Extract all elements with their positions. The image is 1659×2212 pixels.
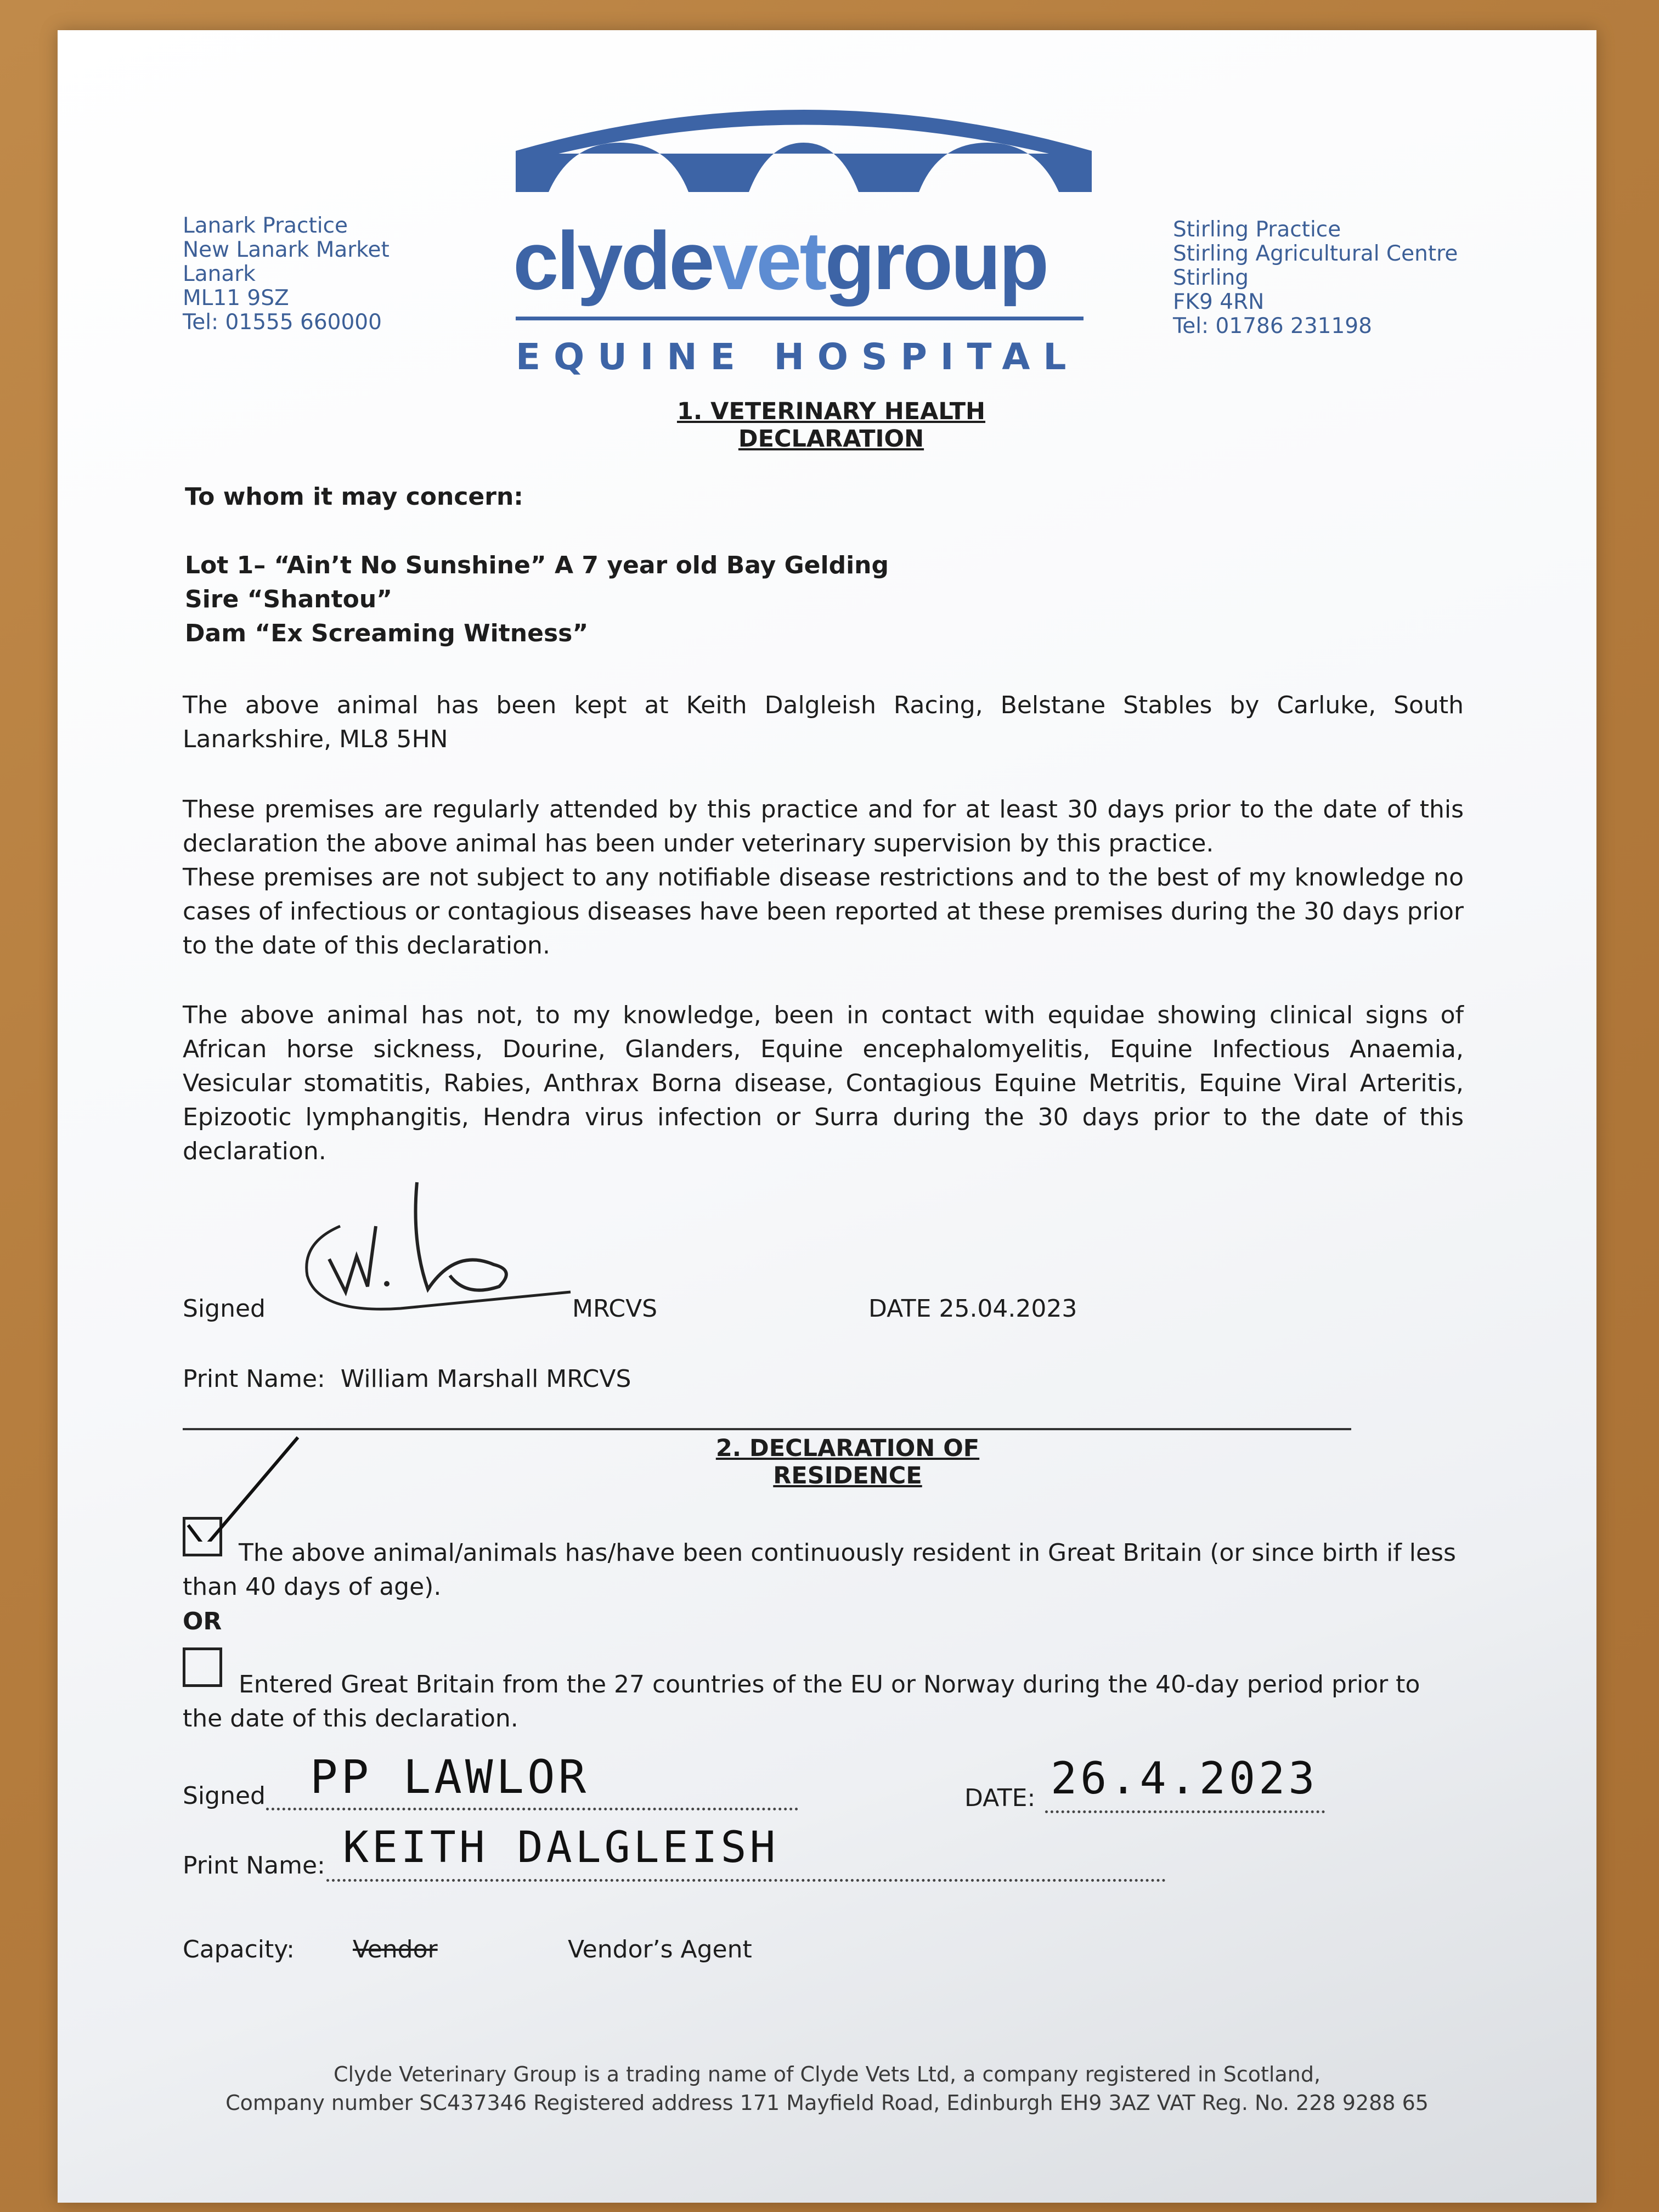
checkmark-icon [183,1432,325,1542]
horse-details [185,549,889,651]
address-line: Tel: 01555 660000 [183,310,382,335]
document-page [58,30,1596,2203]
address-line: Tel: 01786 231198 [1173,314,1372,338]
vet-signed-label: Signed [183,1295,266,1323]
vet-declaration-date: DATE 25.04.2023 [868,1295,1077,1323]
address-line: Lanark Practice [183,213,348,238]
restrictions-text: These premises are not subject to any notifiable disease restrictions and to the best of my knowledge no cases of infectious or contagious diseases have been reported at these premises during the 30 days prior to the date of this declaration. [183,864,1464,960]
sire-line: Sire “Shantou” [185,585,393,613]
address-line: New Lanark Market [183,238,390,262]
resident-option-text: The above animal/animals has/have been continuously resident in Great Britain (or since birth if less than 40 days of age). [183,1539,1456,1601]
supervision-paragraph [183,793,1464,963]
logo-word-vet: vet [712,215,825,307]
section-divider [183,1428,1351,1430]
company-footer [115,2060,1539,2117]
address-line: Stirling Practice [1173,217,1341,242]
capacity-vendors-agent: Vendor’s Agent [568,1936,752,1963]
entered-gb-option-text: Entered Great Britain from the 27 countries of the EU or Norway during the 40-day period prior to the date of this declaration. [183,1671,1420,1733]
section1-heading: 1. VETERINARY HEALTH DECLARATION [676,398,986,453]
bridge-logo-icon [516,99,1092,203]
logo-divider [516,317,1084,320]
address-line: Lanark [183,262,256,286]
clyde-vet-group-logo [510,60,1141,390]
logo-subtitle: EQUINE HOSPITAL [516,336,1080,378]
vendor-signed-label: Signed [183,1782,266,1810]
disease-contact-paragraph: The above animal has not, to my knowledge, been in contact with equidae showing clinical signs of African horse sickness, Dourine, Glanders, Equine encephalomyelitis, Equine Infectious Anaemia, Vesicular stomatitis, Rabies, Anthrax Borna disease, Contagious Equine Metritis, Equine Viral Arteritis, Epizootic lymphangitis, Hendra virus infection or Surra during the 30 days prior to the date of this declaration. [183,1001,1464,1165]
address-line: Stirling Agricultural Centre [1173,241,1458,266]
vendor-date-value: 26.4.2023 [1051,1753,1318,1804]
lanark-practice-address [183,214,390,335]
capacity-vendor-struck: Vendor [353,1936,438,1963]
logo-word-group: group [825,215,1047,307]
section2-heading: 2. DECLARATION OF RESIDENCE [715,1435,980,1489]
vet-signature-image [291,1160,582,1325]
logo-word-clyde: clyde [513,215,713,307]
or-label: OR [183,1607,222,1635]
supervision-text: These premises are regularly attended by this practice and for at least 30 days prior to the date of this declaration the above animal has been under veterinary supervision by this practice. [183,795,1464,857]
salutation: To whom it may concern: [185,483,523,511]
vendor-print-value: KEITH DALGLEISH [343,1823,779,1872]
address-line: Stirling [1173,266,1249,290]
vendor-date-label: DATE: [964,1784,1036,1812]
vendor-print-label: Print Name: [183,1852,325,1880]
dam-line: Dam “Ex Screaming Witness” [185,619,589,647]
address-line: ML11 9SZ [183,286,289,311]
vet-print-name: Print Name: William Marshall MRCVS [183,1365,631,1393]
premises-paragraph: The above animal has been kept at Keith Dalgleish Racing, Belstane Stables by Carluke, South Lanarkshire, ML8 5HN [183,691,1464,753]
footer-line-2: Company number SC437346 Registered address 171 Mayfield Road, Edinburgh EH9 3AZ VAT Reg. No. 228 9288 65 [225,2091,1429,2115]
address-line: FK9 4RN [1173,290,1265,314]
vendor-signature: PP LAWLOR [310,1750,590,1804]
capacity-label: Capacity: [183,1936,295,1963]
lot-line: Lot 1– “Ain’t No Sunshine” A 7 year old Bay Gelding [185,551,889,579]
footer-line-1: Clyde Veterinary Group is a trading name of Clyde Vets Ltd, a company registered in Scotland, [333,2062,1321,2086]
stirling-practice-address [1173,218,1458,338]
logo-wordmark [513,215,1047,307]
mrcvs-label: MRCVS [572,1295,658,1323]
